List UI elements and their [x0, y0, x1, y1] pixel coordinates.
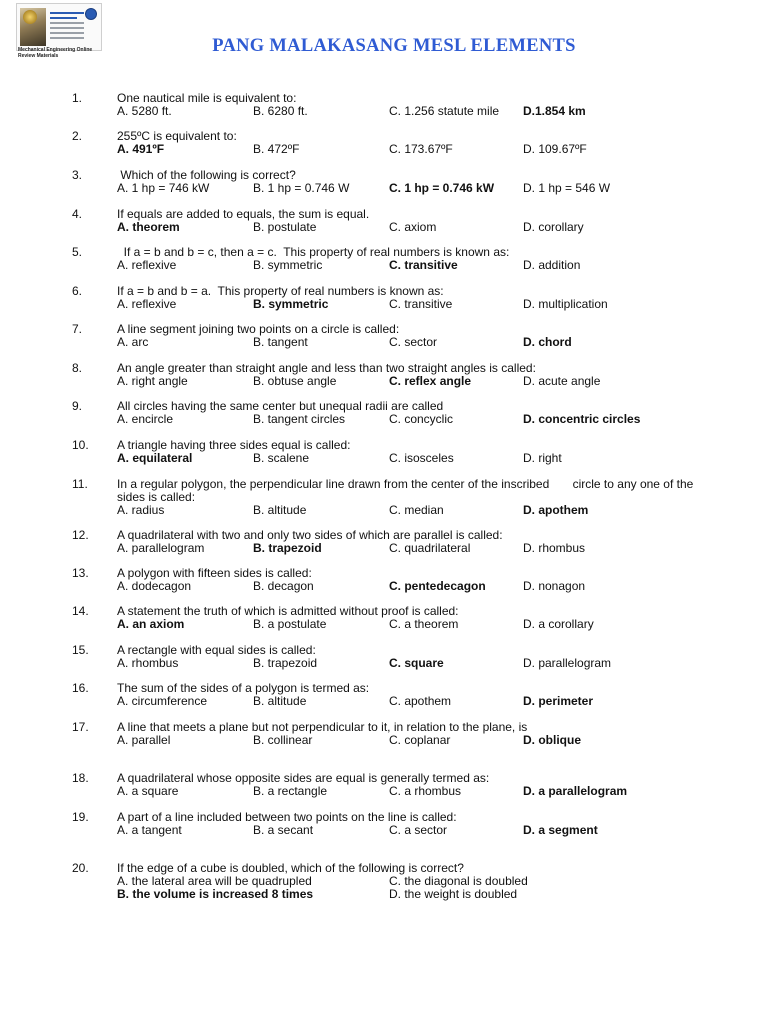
question-item: [0, 362, 768, 388]
question-number: 19.: [72, 810, 89, 824]
question-item: [0, 130, 768, 156]
option-a: A. parallel: [117, 733, 171, 747]
option-b: B. altitude: [253, 694, 307, 708]
option-c: C. 1.256 statute mile: [389, 104, 500, 118]
option-d-answer: D. a parallelogram: [523, 784, 628, 798]
question-item: [0, 862, 768, 901]
option-c: C. coplanar: [389, 733, 451, 747]
question-number: 5.: [72, 245, 83, 259]
option-c-answer: C. 1 hp = 0.746 kW: [389, 181, 495, 195]
question-number: 11.: [72, 477, 88, 491]
option-a: A. dodecagon: [117, 579, 192, 593]
option-c-answer: C. pentedecagon: [389, 579, 486, 593]
question-item: [0, 567, 768, 593]
option-c: C. a sector: [389, 823, 448, 837]
option-b: B. altitude: [253, 503, 307, 517]
option-c-answer: C. transitive: [389, 258, 458, 272]
option-d-answer: D.1.854 km: [523, 104, 586, 118]
option-a-answer: A. theorem: [117, 220, 180, 234]
option-b: B. collinear: [253, 733, 313, 747]
question-number: 6.: [72, 284, 83, 298]
page-header: [0, 0, 768, 80]
option-b: B. 6280 ft.: [253, 104, 308, 118]
option-d-answer: D. oblique: [523, 733, 581, 747]
option-c-answer: C. square: [389, 656, 444, 670]
question-stem: If the edge of a cube is doubled, which of the following is correct?: [117, 861, 464, 875]
option-c: C. transitive: [389, 297, 453, 311]
question-stem: A part of a line included between two points on the line is called:: [117, 810, 457, 824]
option-b: B. postulate: [253, 220, 317, 234]
question-stem: A statement the truth of which is admitted without proof is called:: [117, 604, 459, 618]
question-number: 3.: [72, 168, 83, 182]
option-a: A. right angle: [117, 374, 188, 388]
option-c: C. axiom: [389, 220, 437, 234]
option-c: C. 173.67ºF: [389, 142, 453, 156]
question-item: [0, 439, 768, 465]
option-a: A. 1 hp = 746 kW: [117, 181, 210, 195]
option-d-answer: D. apothem: [523, 503, 589, 517]
option-c: C. the diagonal is doubled: [389, 874, 528, 888]
option-a: A. encircle: [117, 412, 174, 426]
question-number: 9.: [72, 399, 83, 413]
question-stem: A polygon with fifteen sides is called:: [117, 566, 312, 580]
option-d: D. the weight is doubled: [389, 887, 518, 901]
question-number: 8.: [72, 361, 83, 375]
question-stem: The sum of the sides of a polygon is termed as:: [117, 681, 370, 695]
logo-subtitle: Mechanical Engineering Online Review Materials: [18, 47, 93, 59]
option-a: A. circumference: [117, 694, 208, 708]
question-item: [0, 811, 768, 837]
option-b: B. a secant: [253, 823, 314, 837]
question-item: [0, 169, 768, 195]
option-d: D. multiplication: [523, 297, 608, 311]
question-item: [0, 246, 768, 272]
option-a: A. arc: [117, 335, 149, 349]
seal-icon: [23, 10, 37, 24]
question-stem: A quadrilateral whose opposite sides are equal is generally termed as:: [117, 771, 490, 785]
option-a: A. reflexive: [117, 297, 177, 311]
question-stem: All circles having the same center but unequal radii are called: [117, 399, 444, 413]
question-item: [0, 529, 768, 555]
question-number: 15.: [72, 643, 89, 657]
option-c: C. a theorem: [389, 617, 459, 631]
option-b: B. scalene: [253, 451, 310, 465]
option-c: C. apothem: [389, 694, 452, 708]
question-number: 13.: [72, 566, 89, 580]
question-number: 20.: [72, 861, 89, 875]
option-b: B. 1 hp = 0.746 W: [253, 181, 350, 195]
question-number: 2.: [72, 129, 83, 143]
option-a: A. the lateral area will be quadrupled: [117, 874, 312, 888]
option-b: B. symmetric: [253, 258, 323, 272]
option-b-answer: B. symmetric: [253, 297, 329, 311]
option-d: D. acute angle: [523, 374, 601, 388]
option-b: B. a postulate: [253, 617, 327, 631]
option-d: D. 109.67ºF: [523, 142, 587, 156]
question-number: 14.: [72, 604, 89, 618]
option-d: D. parallelogram: [523, 656, 612, 670]
question-item: [0, 400, 768, 426]
option-b: B. trapezoid: [253, 656, 318, 670]
option-a: A. a tangent: [117, 823, 182, 837]
option-c-answer: C. reflex angle: [389, 374, 472, 388]
question-stem: If a = b and b = a. This property of real numbers is known as:: [117, 284, 444, 298]
option-c: C. sector: [389, 335, 438, 349]
option-d: D. rhombus: [523, 541, 586, 555]
question-item: [0, 285, 768, 311]
question-stem: In a regular polygon, the perpendicular line drawn from the center of the inscribed circle to any one of the sides is called:: [117, 477, 697, 504]
option-d-answer: D. concentric circles: [523, 412, 641, 426]
question-stem: A triangle having three sides equal is called:: [117, 438, 351, 452]
question-stem: 255ºC is equivalent to:: [117, 129, 237, 143]
question-item: [0, 772, 768, 798]
question-stem: One nautical mile is equivalent to:: [117, 91, 297, 105]
option-b: B. decagon: [253, 579, 314, 593]
option-c: C. isosceles: [389, 451, 454, 465]
option-a-answer: A. an axiom: [117, 617, 185, 631]
question-item: [0, 721, 768, 747]
question-number: 7.: [72, 322, 83, 336]
option-d: D. corollary: [523, 220, 584, 234]
option-a: A. parallelogram: [117, 541, 205, 555]
question-item: [0, 208, 768, 234]
option-a: A. reflexive: [117, 258, 177, 272]
option-d: D. 1 hp = 546 W: [523, 181, 611, 195]
option-a-answer: A. 491ºF: [117, 142, 165, 156]
question-stem: Which of the following is correct?: [117, 168, 296, 182]
option-b-answer: B. the volume is increased 8 times: [117, 887, 314, 901]
option-d-answer: D. perimeter: [523, 694, 594, 708]
question-stem: If a = b and b = c, then a = c. This property of real numbers is known as:: [117, 245, 510, 259]
question-item: [0, 323, 768, 349]
question-item: [0, 92, 768, 118]
option-d-answer: D. chord: [523, 335, 572, 349]
option-a: A. a square: [117, 784, 179, 798]
option-a-answer: A. equilateral: [117, 451, 193, 465]
question-stem: A line segment joining two points on a circle is called:: [117, 322, 400, 336]
question-stem: An angle greater than straight angle and less than two straight angles is called:: [117, 361, 536, 375]
question-number: 1.: [72, 91, 83, 105]
option-c: C. a rhombus: [389, 784, 462, 798]
question-number: 4.: [72, 207, 83, 221]
question-item: [0, 644, 768, 670]
option-b: B. 472ºF: [253, 142, 300, 156]
option-b-answer: B. trapezoid: [253, 541, 322, 555]
question-number: 12.: [72, 528, 89, 542]
option-d: D. right: [523, 451, 562, 465]
question-item: [0, 605, 768, 631]
option-d: D. a corollary: [523, 617, 594, 631]
option-b: B. obtuse angle: [253, 374, 337, 388]
question-number: 18.: [72, 771, 89, 785]
question-number: 17.: [72, 720, 89, 734]
option-b: B. a rectangle: [253, 784, 328, 798]
badge-icon: [85, 8, 97, 20]
option-d: D. nonagon: [523, 579, 586, 593]
option-c: C. concyclic: [389, 412, 454, 426]
question-stem: A quadrilateral with two and only two sides of which are parallel is called:: [117, 528, 503, 542]
option-d: D. addition: [523, 258, 581, 272]
option-b: B. tangent circles: [253, 412, 346, 426]
option-d-answer: D. a segment: [523, 823, 598, 837]
question-item: [0, 682, 768, 708]
question-number: 16.: [72, 681, 89, 695]
option-a: A. rhombus: [117, 656, 179, 670]
option-b: B. tangent: [253, 335, 308, 349]
question-stem: A line that meets a plane but not perpendicular to it, in relation to the plane, is: [117, 720, 528, 734]
option-a: A. 5280 ft.: [117, 104, 172, 118]
page-title: PANG MALAKASANG MESL ELEMENTS: [212, 36, 576, 56]
question-stem: If equals are added to equals, the sum is equal.: [117, 207, 370, 221]
option-c: C. quadrilateral: [389, 541, 471, 555]
question-item: [0, 478, 768, 517]
question-stem: A rectangle with equal sides is called:: [117, 643, 316, 657]
option-c: C. median: [389, 503, 444, 517]
option-a: A. radius: [117, 503, 165, 517]
question-number: 10.: [72, 438, 89, 452]
